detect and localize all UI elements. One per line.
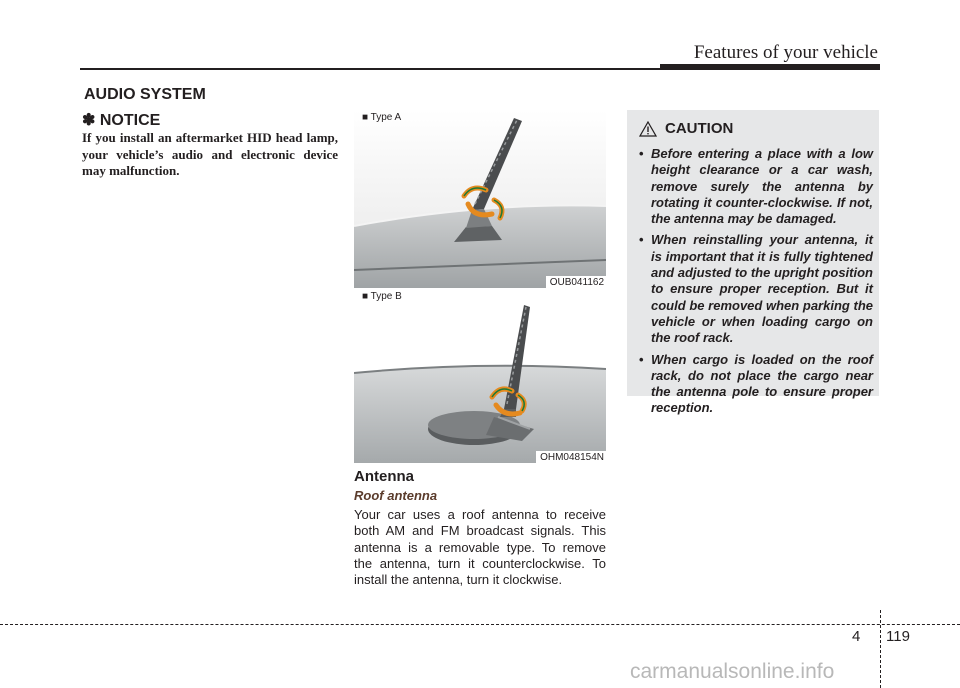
antenna-heading: Antenna [354,468,414,485]
figure-a-label: ■ Type A [362,112,402,123]
figure-type-b [354,289,606,463]
caution-header [639,120,733,137]
warning-triangle-icon [639,121,657,137]
figure-b-label: ■ Type B [362,291,402,302]
antenna-body: Your car uses a roof antenna to receive both AM and FM broadcast signals. This antenna is a removable type. To remove the antenna, turn it counterclockwise. To install the antenna, turn it clockwise. [354,507,606,588]
watermark: carmanualsonline.info [630,660,835,683]
caution-item: • When reinstalling your antenna, it is important that it is fully tightened and adjusted to the upright position to ensure proper reception. But it could be removed when parking the vehicle or when loading cargo on the roof rack. [637,232,873,346]
antenna-type-a-illustration [354,110,606,288]
figure-b-code: OHM048154N [536,451,606,463]
caution-box [627,110,879,416]
caution-list [637,146,873,422]
figure-a-code: OUB041162 [546,276,606,288]
antenna-type-b-illustration [354,289,606,463]
roof-antenna-subheading: Roof antenna [354,488,438,503]
notice-icon: ✽ [82,112,100,129]
page-number: 119 [886,628,910,645]
footer-rule [0,624,960,625]
notice-title: NOTICE [99,112,161,129]
chapter-number: 4 [852,628,861,645]
caution-item: • When cargo is loaded on the roof rack, do not place the cargo near the antenna pole to ensure proper reception. [637,352,873,417]
caution-item: • Before entering a place with a low height clearance or a car wash, remove surely the antenna by rotating it counter-clockwise. If not, the antenna may be damaged. [637,146,873,227]
figure-type-a [354,110,606,288]
caution-title: CAUTION [665,120,734,137]
notice-body: If you install an aftermarket HID head lamp, your vehicle’s audio and electronic device may malfunction. [82,130,338,178]
running-header: Features of your vehicle [693,42,878,63]
header-rule [80,68,880,70]
footer-divider [880,610,881,688]
notice-heading [82,110,160,130]
section-title: AUDIO SYSTEM [84,86,206,103]
